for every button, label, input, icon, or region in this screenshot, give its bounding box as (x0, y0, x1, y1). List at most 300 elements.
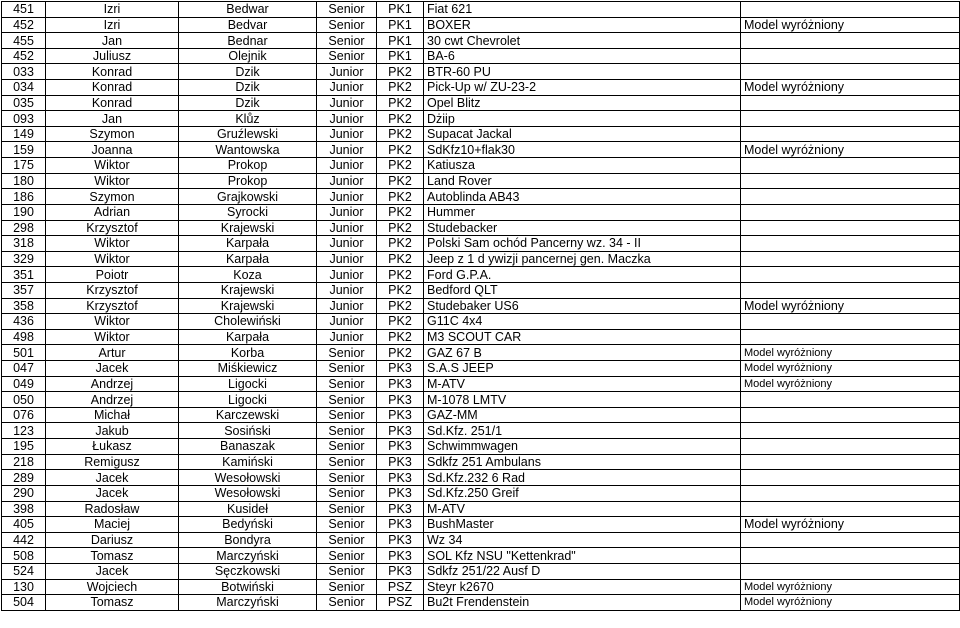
model-class: PSZ (377, 595, 424, 611)
age-category: Senior (317, 376, 377, 392)
entry-number: 033 (2, 64, 46, 80)
model-name: Ford G.P.A. (424, 267, 741, 283)
age-category: Senior (317, 17, 377, 33)
model-class: PK2 (377, 158, 424, 174)
model-name: SdKfz10+flak30 (424, 142, 741, 158)
last-name: Bedyński (179, 517, 317, 533)
model-class: PK2 (377, 251, 424, 267)
award-note: Model wyróżniony (741, 298, 960, 314)
entry-number: 175 (2, 158, 46, 174)
first-name: Jacek (46, 485, 179, 501)
first-name: Wiktor (46, 173, 179, 189)
last-name: Cholewiński (179, 314, 317, 330)
table-row (2, 563, 960, 579)
award-note (741, 204, 960, 220)
last-name: Ligocki (179, 392, 317, 408)
model-class: PK2 (377, 236, 424, 252)
model-name: Sdkfz 251/22 Ausf D (424, 563, 741, 579)
model-name: SOL Kfz NSU "Kettenkrad" (424, 548, 741, 564)
entry-number: 455 (2, 33, 46, 49)
entry-number: 298 (2, 220, 46, 236)
award-note (741, 501, 960, 517)
award-note (741, 329, 960, 345)
model-class: PK3 (377, 485, 424, 501)
age-category: Senior (317, 563, 377, 579)
entry-number: 195 (2, 439, 46, 455)
last-name: Krajewski (179, 298, 317, 314)
age-category: Junior (317, 111, 377, 127)
entry-number: 093 (2, 111, 46, 127)
age-category: Junior (317, 204, 377, 220)
entry-number: 452 (2, 48, 46, 64)
age-category: Senior (317, 548, 377, 564)
model-name: BA-6 (424, 48, 741, 64)
entry-number: 405 (2, 517, 46, 533)
model-class: PK2 (377, 111, 424, 127)
model-class: PK2 (377, 282, 424, 298)
model-class: PK3 (377, 392, 424, 408)
age-category: Junior (317, 267, 377, 283)
model-class: PK2 (377, 142, 424, 158)
award-note (741, 454, 960, 470)
age-category: Junior (317, 80, 377, 96)
last-name: Grajkowski (179, 189, 317, 205)
award-note (741, 532, 960, 548)
table-row (2, 173, 960, 189)
model-name: Hummer (424, 204, 741, 220)
model-class: PK3 (377, 407, 424, 423)
award-note (741, 282, 960, 298)
age-category: Senior (317, 485, 377, 501)
model-class: PK3 (377, 548, 424, 564)
last-name: Syrocki (179, 204, 317, 220)
entry-number: 034 (2, 80, 46, 96)
model-class: PK2 (377, 189, 424, 205)
first-name: Artur (46, 345, 179, 361)
model-name: GAZ 67 B (424, 345, 741, 361)
results-table-body (2, 2, 960, 611)
age-category: Junior (317, 126, 377, 142)
entry-number: 190 (2, 204, 46, 220)
table-row (2, 376, 960, 392)
table-row (2, 80, 960, 96)
first-name: Tomasz (46, 548, 179, 564)
table-row (2, 64, 960, 80)
first-name: Izri (46, 17, 179, 33)
model-class: PK1 (377, 33, 424, 49)
model-class: PK3 (377, 470, 424, 486)
entry-number: 357 (2, 282, 46, 298)
table-row (2, 142, 960, 158)
entry-number: 180 (2, 173, 46, 189)
model-name: M3 SCOUT CAR (424, 329, 741, 345)
model-class: PK2 (377, 204, 424, 220)
first-name: Tomasz (46, 595, 179, 611)
entry-number: 501 (2, 345, 46, 361)
award-note: Model wyróżniony (741, 595, 960, 611)
age-category: Senior (317, 439, 377, 455)
results-table (1, 1, 960, 611)
first-name: Jacek (46, 470, 179, 486)
table-row (2, 48, 960, 64)
award-note (741, 48, 960, 64)
last-name: Krajewski (179, 282, 317, 298)
award-note (741, 485, 960, 501)
model-name: Wz 34 (424, 532, 741, 548)
first-name: Wojciech (46, 579, 179, 595)
age-category: Junior (317, 142, 377, 158)
entry-number: 351 (2, 267, 46, 283)
age-category: Senior (317, 532, 377, 548)
entry-number: 508 (2, 548, 46, 564)
last-name: Bednar (179, 33, 317, 49)
model-class: PK3 (377, 501, 424, 517)
award-note (741, 111, 960, 127)
entry-number: 047 (2, 361, 46, 377)
award-note: Model wyróżniony (741, 517, 960, 533)
award-note: Model wyróżniony (741, 345, 960, 361)
model-class: PK2 (377, 298, 424, 314)
first-name: Krzysztof (46, 220, 179, 236)
entry-number: 130 (2, 579, 46, 595)
model-class: PK2 (377, 314, 424, 330)
first-name: Remigusz (46, 454, 179, 470)
first-name: Maciej (46, 517, 179, 533)
model-class: PK3 (377, 454, 424, 470)
table-row (2, 439, 960, 455)
last-name: Wantowska (179, 142, 317, 158)
entry-number: 451 (2, 2, 46, 18)
table-row (2, 17, 960, 33)
entry-number: 329 (2, 251, 46, 267)
first-name: Konrad (46, 95, 179, 111)
model-class: PK2 (377, 80, 424, 96)
entry-number: 290 (2, 485, 46, 501)
entry-number: 049 (2, 376, 46, 392)
entry-number: 442 (2, 532, 46, 548)
table-row (2, 392, 960, 408)
award-note (741, 251, 960, 267)
award-note (741, 126, 960, 142)
entry-number: 524 (2, 563, 46, 579)
table-row (2, 204, 960, 220)
table-row (2, 345, 960, 361)
award-note (741, 189, 960, 205)
last-name: Marczyński (179, 548, 317, 564)
award-note (741, 95, 960, 111)
first-name: Krzysztof (46, 282, 179, 298)
entry-number: 218 (2, 454, 46, 470)
first-name: Jacek (46, 361, 179, 377)
award-note (741, 423, 960, 439)
model-class: PK3 (377, 361, 424, 377)
age-category: Senior (317, 2, 377, 18)
first-name: Adrian (46, 204, 179, 220)
first-name: Konrad (46, 64, 179, 80)
table-row (2, 298, 960, 314)
first-name: Jakub (46, 423, 179, 439)
model-class: PK2 (377, 267, 424, 283)
award-note (741, 407, 960, 423)
last-name: Dzik (179, 80, 317, 96)
model-class: PK3 (377, 423, 424, 439)
table-row (2, 361, 960, 377)
first-name: Jan (46, 111, 179, 127)
table-row (2, 517, 960, 533)
entry-number: 159 (2, 142, 46, 158)
model-name: M-1078 LMTV (424, 392, 741, 408)
age-category: Junior (317, 95, 377, 111)
model-name: Studebacker (424, 220, 741, 236)
model-name: Sdkfz 251 Ambulans (424, 454, 741, 470)
entry-number: 498 (2, 329, 46, 345)
first-name: Andrzej (46, 376, 179, 392)
table-row (2, 501, 960, 517)
first-name: Joanna (46, 142, 179, 158)
table-row (2, 158, 960, 174)
first-name: Poiotr (46, 267, 179, 283)
age-category: Senior (317, 407, 377, 423)
model-name: Sd.Kfz.232 6 Rad (424, 470, 741, 486)
entry-number: 289 (2, 470, 46, 486)
last-name: Koza (179, 267, 317, 283)
last-name: Karczewski (179, 407, 317, 423)
award-note (741, 563, 960, 579)
model-class: PK2 (377, 95, 424, 111)
last-name: Karpała (179, 236, 317, 252)
first-name: Krzysztof (46, 298, 179, 314)
age-category: Senior (317, 579, 377, 595)
last-name: Botwiński (179, 579, 317, 595)
age-category: Senior (317, 517, 377, 533)
table-row (2, 95, 960, 111)
first-name: Jan (46, 33, 179, 49)
award-note (741, 236, 960, 252)
table-row (2, 470, 960, 486)
table-row (2, 407, 960, 423)
model-name: Opel Blitz (424, 95, 741, 111)
entry-number: 035 (2, 95, 46, 111)
award-note (741, 439, 960, 455)
award-note (741, 173, 960, 189)
last-name: Dzik (179, 95, 317, 111)
table-row (2, 579, 960, 595)
last-name: Sosiński (179, 423, 317, 439)
award-note: Model wyróżniony (741, 80, 960, 96)
model-name: BushMaster (424, 517, 741, 533)
model-class: PSZ (377, 579, 424, 595)
model-name: Bu2t Frendenstein (424, 595, 741, 611)
model-name: BTR-60 PU (424, 64, 741, 80)
model-name: Katiusza (424, 158, 741, 174)
table-row (2, 548, 960, 564)
model-class: PK3 (377, 563, 424, 579)
award-note (741, 158, 960, 174)
first-name: Wiktor (46, 236, 179, 252)
entry-number: 076 (2, 407, 46, 423)
last-name: Wesołowski (179, 485, 317, 501)
model-class: PK1 (377, 2, 424, 18)
age-category: Senior (317, 595, 377, 611)
entry-number: 358 (2, 298, 46, 314)
award-note: Model wyróżniony (741, 361, 960, 377)
age-category: Senior (317, 361, 377, 377)
last-name: Dzik (179, 64, 317, 80)
age-category: Senior (317, 48, 377, 64)
table-row (2, 126, 960, 142)
last-name: Klůz (179, 111, 317, 127)
last-name: Kusideł (179, 501, 317, 517)
model-name: Schwimmwagen (424, 439, 741, 455)
table-row (2, 314, 960, 330)
age-category: Senior (317, 501, 377, 517)
model-class: PK3 (377, 439, 424, 455)
first-name: Dariusz (46, 532, 179, 548)
age-category: Junior (317, 282, 377, 298)
award-note (741, 548, 960, 564)
table-row (2, 423, 960, 439)
age-category: Senior (317, 392, 377, 408)
award-note (741, 2, 960, 18)
first-name: Jacek (46, 563, 179, 579)
model-class: PK2 (377, 220, 424, 236)
first-name: Konrad (46, 80, 179, 96)
last-name: Wesołowski (179, 470, 317, 486)
entry-number: 149 (2, 126, 46, 142)
age-category: Junior (317, 236, 377, 252)
model-name: Bedford QLT (424, 282, 741, 298)
last-name: Marczyński (179, 595, 317, 611)
age-category: Junior (317, 329, 377, 345)
table-row (2, 220, 960, 236)
last-name: Karpała (179, 251, 317, 267)
last-name: Banaszak (179, 439, 317, 455)
last-name: Prokop (179, 173, 317, 189)
first-name: Szymon (46, 189, 179, 205)
model-class: PK2 (377, 345, 424, 361)
first-name: Wiktor (46, 329, 179, 345)
model-name: Autoblinda AB43 (424, 189, 741, 205)
table-row (2, 236, 960, 252)
award-note (741, 64, 960, 80)
model-name: Pick-Up w/ ZU-23-2 (424, 80, 741, 96)
table-row (2, 595, 960, 611)
entry-number: 186 (2, 189, 46, 205)
entry-number: 436 (2, 314, 46, 330)
model-name: Polski Sam ochód Pancerny wz. 34 - II (424, 236, 741, 252)
table-row (2, 485, 960, 501)
award-note: Model wyróżniony (741, 17, 960, 33)
model-class: PK1 (377, 17, 424, 33)
entry-number: 398 (2, 501, 46, 517)
model-name: Steyr k2670 (424, 579, 741, 595)
table-row (2, 454, 960, 470)
model-name: S.A.S JEEP (424, 361, 741, 377)
age-category: Junior (317, 173, 377, 189)
last-name: Karpała (179, 329, 317, 345)
model-name: Sd.Kfz.250 Greif (424, 485, 741, 501)
model-name: Fiat 621 (424, 2, 741, 18)
entry-number: 318 (2, 236, 46, 252)
age-category: Senior (317, 454, 377, 470)
last-name: Ligocki (179, 376, 317, 392)
last-name: Olejnik (179, 48, 317, 64)
model-class: PK2 (377, 173, 424, 189)
first-name: Andrzej (46, 392, 179, 408)
model-class: PK2 (377, 64, 424, 80)
model-name: Sd.Kfz. 251/1 (424, 423, 741, 439)
first-name: Juliusz (46, 48, 179, 64)
table-row (2, 329, 960, 345)
award-note (741, 392, 960, 408)
table-row (2, 532, 960, 548)
award-note (741, 267, 960, 283)
model-class: PK2 (377, 329, 424, 345)
table-row (2, 282, 960, 298)
age-category: Junior (317, 251, 377, 267)
table-row (2, 33, 960, 49)
award-note (741, 314, 960, 330)
first-name: Łukasz (46, 439, 179, 455)
age-category: Senior (317, 33, 377, 49)
last-name: Kamiński (179, 454, 317, 470)
model-name: Studebaker US6 (424, 298, 741, 314)
model-name: GAZ-MM (424, 407, 741, 423)
last-name: Gruźlewski (179, 126, 317, 142)
model-name: Jeep z 1 d ywizji pancernej gen. Maczka (424, 251, 741, 267)
first-name: Michał (46, 407, 179, 423)
award-note: Model wyróżniony (741, 376, 960, 392)
last-name: Sęczkowski (179, 563, 317, 579)
model-name: BOXER (424, 17, 741, 33)
first-name: Wiktor (46, 251, 179, 267)
last-name: Bedvar (179, 17, 317, 33)
model-name: Land Rover (424, 173, 741, 189)
first-name: Radosław (46, 501, 179, 517)
first-name: Wiktor (46, 314, 179, 330)
table-row (2, 111, 960, 127)
award-note (741, 33, 960, 49)
age-category: Junior (317, 314, 377, 330)
last-name: Bondyra (179, 532, 317, 548)
model-name: M-ATV (424, 376, 741, 392)
table-row (2, 2, 960, 18)
age-category: Junior (317, 64, 377, 80)
model-name: Dżiip (424, 111, 741, 127)
entry-number: 123 (2, 423, 46, 439)
model-name: Supacat Jackal (424, 126, 741, 142)
model-class: PK2 (377, 126, 424, 142)
last-name: Bedwar (179, 2, 317, 18)
award-note (741, 220, 960, 236)
model-name: 30 cwt Chevrolet (424, 33, 741, 49)
age-category: Senior (317, 470, 377, 486)
age-category: Junior (317, 220, 377, 236)
age-category: Senior (317, 345, 377, 361)
table-row (2, 267, 960, 283)
model-class: PK3 (377, 517, 424, 533)
age-category: Junior (317, 189, 377, 205)
table-row (2, 189, 960, 205)
entry-number: 050 (2, 392, 46, 408)
entry-number: 504 (2, 595, 46, 611)
model-name: G11C 4x4 (424, 314, 741, 330)
last-name: Prokop (179, 158, 317, 174)
table-row (2, 251, 960, 267)
age-category: Junior (317, 158, 377, 174)
model-class: PK3 (377, 376, 424, 392)
model-class: PK3 (377, 532, 424, 548)
